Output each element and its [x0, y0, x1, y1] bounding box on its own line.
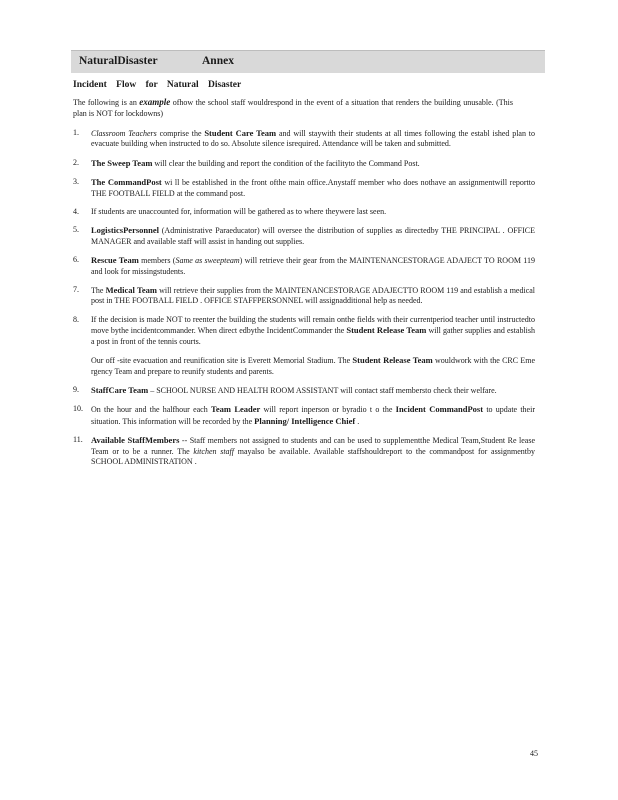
- list-item-number: 5.: [73, 225, 79, 235]
- list-item-body: [91, 255, 535, 277]
- text-segment: will retrieve their supplies from the MAINTENANCESTORAGE ADAJECTTO ROOM 119 and establish a medical post in THE FOOTBALL FIELD . OFFICE STAFFPERSONNEL will assignadditional help as needed.: [91, 286, 536, 306]
- text-segment: wi ll be established in the front ofthe main office.Anystaff member who does nothave an assignmentwill reportto THE FOOTBALL FIELD at the command post.: [91, 178, 535, 198]
- list-item-paragraph: [91, 207, 535, 217]
- list-item-number: 1.: [73, 128, 79, 137]
- list-item: [73, 158, 535, 169]
- list-item-paragraph: [91, 315, 535, 347]
- list-item-paragraph: [91, 255, 535, 277]
- text-segment: will clear the building and report the condition of the facilityto the Command Post.: [152, 158, 420, 168]
- italic-term: Classroom Teachers: [91, 129, 157, 138]
- list-item-body: [91, 404, 535, 427]
- bold-term: Incident CommandPost: [395, 404, 484, 415]
- list-item: [73, 128, 535, 150]
- italic-term: Same as sweepteam: [175, 256, 240, 266]
- list-item-body: [91, 128, 535, 150]
- list-item-body: [91, 158, 535, 169]
- list-item-number: 11.: [73, 435, 83, 445]
- bold-term: Medical Team: [105, 285, 157, 296]
- list-item: [73, 285, 535, 307]
- intro-text-pre: The following is an: [73, 98, 140, 107]
- intro-paragraph: [73, 97, 513, 119]
- bold-term: Team Leader: [210, 404, 261, 415]
- list-item-number: 8.: [73, 314, 79, 324]
- list-item: [73, 435, 535, 467]
- section-title: NaturalDisaster: [79, 55, 158, 67]
- text-segment: -- Staff members not assigned to students and can be used to supplementthe Medical Team,Student Re lease Team or to be a runner. The: [91, 436, 535, 456]
- list-item-body: [91, 315, 535, 377]
- bold-term: Rescue Team: [91, 255, 139, 266]
- list-item: [73, 207, 535, 217]
- text-segment: .: [355, 416, 360, 426]
- list-item-paragraph: [91, 225, 535, 247]
- text-segment: On the hour and the halfhour each: [91, 405, 211, 415]
- list-item-paragraph: [91, 355, 535, 377]
- text-segment: will report inperson or byradio t o the: [260, 405, 396, 415]
- intro-emphasis: example: [139, 97, 171, 107]
- bold-term: Student Release Team: [352, 355, 433, 366]
- list-item: [73, 315, 535, 377]
- list-item: [73, 404, 535, 427]
- list-item-body: [91, 385, 535, 396]
- list-item-paragraph: [91, 128, 535, 150]
- text-segment: (Administrative Paraeducator) will oversee the distribution of supplies as directedby THE PRINCIPAL . OFFICE MANAGER and available staff will assist in handing out supplies.: [91, 226, 535, 246]
- bold-term: Student Care Team: [204, 128, 277, 138]
- bold-term: StaffCare Team: [91, 384, 149, 395]
- bold-term: LogisticsPersonnel: [91, 225, 159, 236]
- list-item-paragraph: [91, 404, 535, 427]
- list-item-paragraph: [91, 177, 535, 199]
- list-item-body: [91, 207, 535, 217]
- list-item-paragraph: [91, 285, 535, 307]
- list-item-body: [91, 177, 535, 199]
- list-item-body: [91, 435, 535, 467]
- page-number: 45: [530, 749, 538, 758]
- list-item-number: 3.: [73, 177, 79, 187]
- intro-text-post: ofhow the school staff wouldrespond in the event of a situation that renders the building unusable. (This plan is NOT for lockdowns): [73, 98, 513, 118]
- text-segment: to update their situation. This information will be recorded by the: [91, 405, 535, 426]
- list-item-number: 7.: [73, 285, 79, 295]
- text-segment: comprise the: [156, 129, 205, 138]
- list-item-number: 2.: [73, 157, 79, 167]
- bold-term: The Sweep Team: [91, 157, 153, 168]
- list-item-paragraph: [91, 385, 535, 396]
- text-segment: will gather supplies and establish a post in front of the tennis courts.: [91, 326, 536, 346]
- text-segment: The: [91, 286, 106, 296]
- bold-term: Available StaffMembers: [91, 435, 180, 446]
- text-segment: ) will retrieve their gear from the MAINTENANCESTORAGE ADAJECT TO ROOM 119 and look for missingstudents.: [91, 256, 535, 276]
- list-item: [73, 385, 535, 396]
- list-item-number: 4.: [73, 207, 79, 217]
- italic-term: kitchen staff: [193, 446, 234, 456]
- text-segment: Our off -site evacuation and reunification site is Everett Memorial Stadium. The: [91, 356, 353, 366]
- list-item-paragraph: [91, 158, 535, 169]
- incident-steps-list: [73, 128, 535, 475]
- text-segment: – SCHOOL NURSE AND HEALTH ROOM ASSISTANT will contact staff membersto check their welfare.: [148, 385, 497, 395]
- text-segment: wouldwork with the CRC Eme rgency Team and prepare to reunify students and parents.: [91, 356, 536, 376]
- list-item-number: 9.: [73, 384, 79, 394]
- list-item-body: [91, 225, 535, 247]
- list-item: [73, 177, 535, 199]
- list-item-number: 10.: [73, 404, 83, 414]
- bold-term: Student Release Team: [346, 325, 427, 336]
- text-segment: and will staywith their students at all times following the establ ished plan to evacuate building when instructed to do so. Absolute silence isrequired. Attendance will be taken and submitted.: [91, 129, 535, 149]
- annex-label: Annex: [202, 55, 234, 67]
- bold-term: Planning/ Intelligence Chief: [254, 415, 356, 426]
- text-segment: If students are unaccounted for, information will be gathered as to where theywere last seen.: [91, 207, 387, 217]
- text-segment: members (: [138, 256, 176, 266]
- list-item: [73, 225, 535, 247]
- list-item: [73, 255, 535, 277]
- text-segment: mayalso be available. Available staffshouldreport to the commandpost for assignmentby SCHOOL ADMINISTRATION .: [91, 446, 536, 466]
- list-item-body: [91, 285, 535, 307]
- bold-term: The CommandPost: [91, 177, 162, 188]
- section-header: [71, 50, 545, 73]
- document-title: Incident Flow for Natural Disaster: [73, 80, 242, 90]
- text-segment: If the decision is made NOT to reenter the building the students will remain onthe fields with their currentperiod teacher until instructedto move bythe incidentcommander. When direct edbythe IncidentCommander the: [91, 314, 535, 336]
- list-item-paragraph: [91, 435, 535, 467]
- list-item-number: 6.: [73, 255, 79, 265]
